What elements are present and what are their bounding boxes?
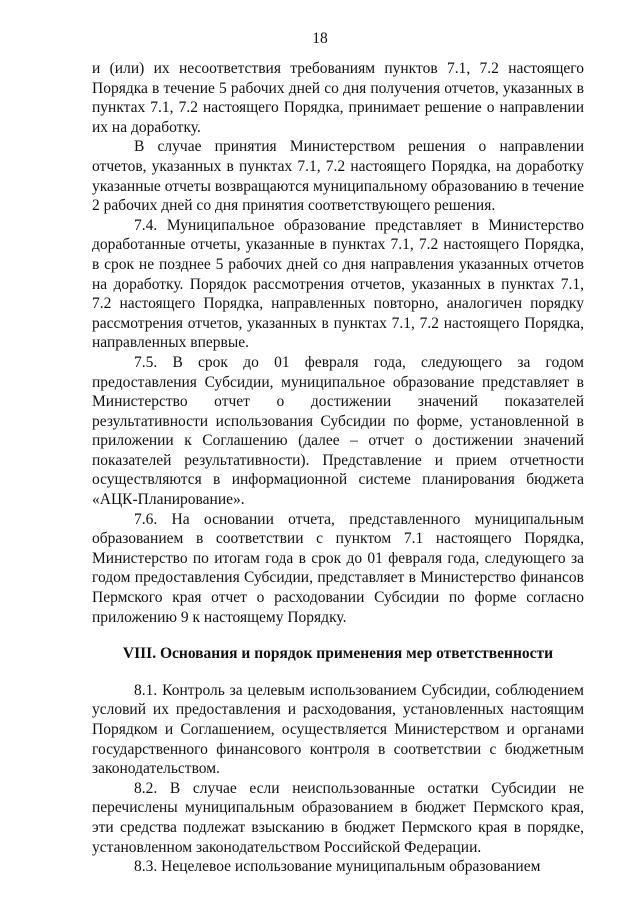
document-body: [92, 59, 584, 877]
paragraph-8-2: 8.2. В случае если неиспользованные остатки Субсидии не перечислены муниципальным образованием в бюджет Пермского края, эти средства подлежат взысканию в бюджет Пермского края в порядке, установленном законодательством Российской Федерации.: [92, 779, 584, 856]
paragraph-8-3: 8.3. Нецелевое использование муниципальным образованием: [134, 858, 541, 876]
paragraph-7-4: 7.4. Муниципальное образование представляет в Министерство доработанные отчеты, указанные в пунктах 7.1, 7.2 настоящего Порядка, в срок не позднее 5 рабочих дней со дня направления указанных отчетов на доработку. Порядок рассмотрения отчетов, указанных в пунктах 7.1, 7.2 настоящего Порядка, направленных повторно, аналогичен порядку рассмотрения отчетов, указанных в пунктах 7.1, 7.2 настоящего Порядка, направленных впервые.: [92, 216, 584, 352]
paragraph-continuation: и (или) их несоответствия требованиям пунктов 7.1, 7.2 настоящего Порядка в течение 5 рабочих дней со дня получения отчетов, указанных в пунктах 7.1, 7.2 настоящего Порядка, принимает решение о направлении их на доработку.: [92, 60, 584, 136]
paragraph-return-decision: В случае принятия Министерством решения о направлении отчетов, указанных в пунктах 7.1, 7.2 настоящего Порядка, на доработку указанные отчеты возвращаются муниципальному образованию в течение 2 рабочих дней со дня принятия соответствующего решения.: [92, 138, 584, 215]
paragraph-8-1: 8.1. Контроль за целевым использованием Субсидии, соблюдением условий их предоставления и расходования, установленных настоящим Порядком и Соглашением, осуществляется Министерством и органами государственного финансового контроля в соответствии с бюджетным законодательством.: [92, 681, 584, 778]
paragraph-7-6: 7.6. На основании отчета, представленного муниципальным образованием в соответствии с пунктом 7.1 настоящего Порядка, Министерство по итогам года в срок до 01 февраля года, следующего за годом предоставления Субсидии, представляет в Министерство финансов Пермского края отчет о расходовании Субсидии по форме согласно приложению 9 к настоящему Порядку.: [92, 510, 584, 626]
page-number: 18: [312, 30, 328, 47]
section-heading: VIII. Основания и порядок применения мер ответственности: [122, 645, 554, 663]
paragraph-7-5: 7.5. В срок до 01 февраля года, следующего за годом предоставления Субсидии, муниципальное образование представляет в Министерство отчет о достижении значений показателей результативности использования Субсидии по форме, установленной в приложении к Соглашению (далее – отчет о достижении значений показателей результативности). Представление и прием отчетности осуществляются в информационной системе планирования бюджета «АЦК-Планирование».: [92, 353, 584, 509]
